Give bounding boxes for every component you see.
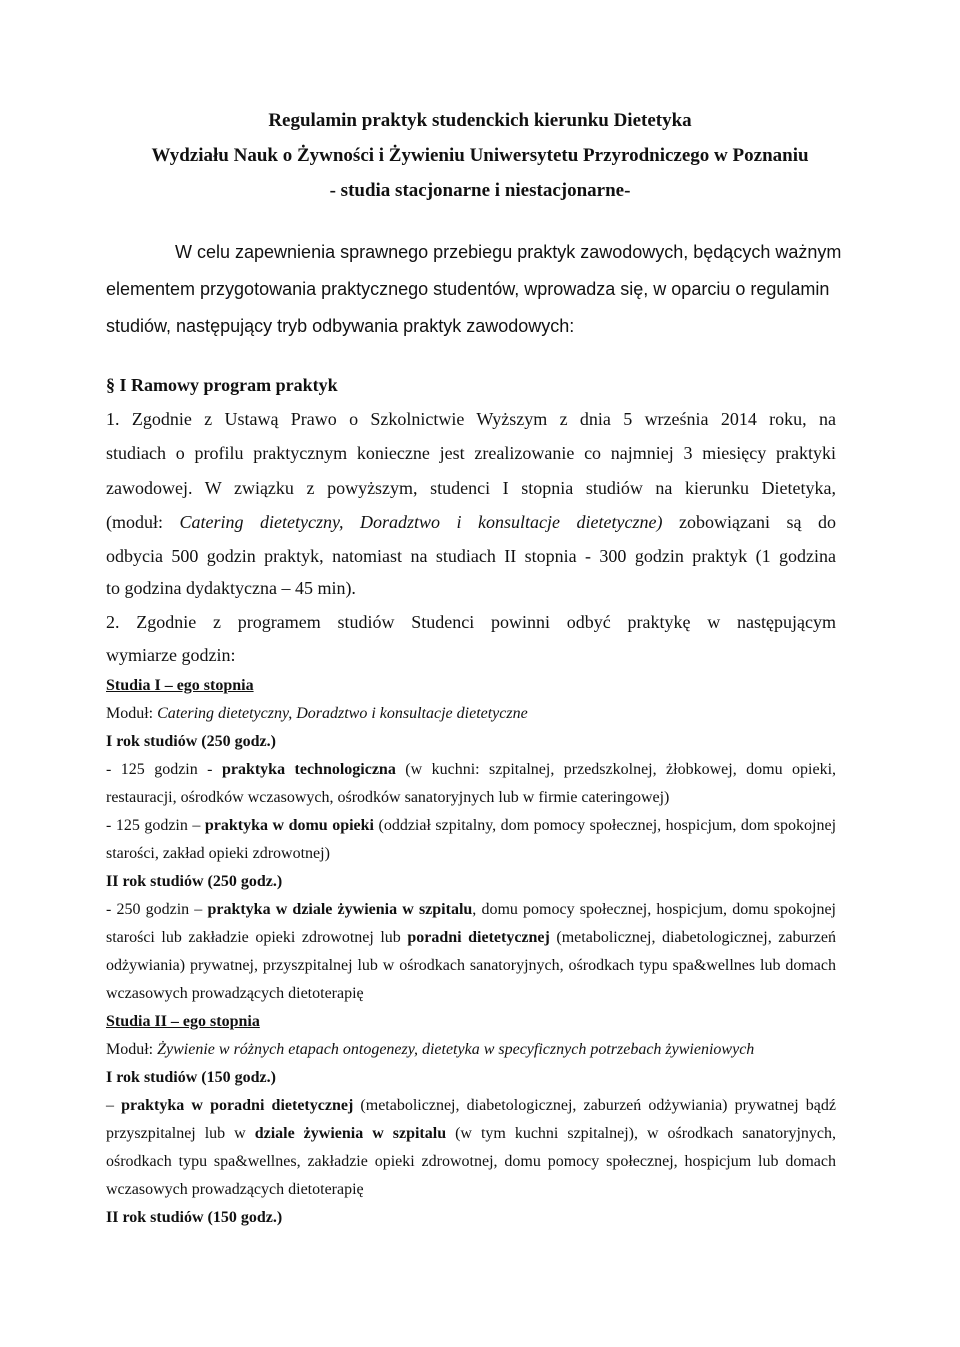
level-2-item-a-line-3: ośrodkach typu spa&wellnes, zakładzie opieki zdrowotnej, domu pomocy społecznej, hospicjum lub domach: [106, 1153, 836, 1170]
level-1-item-c-line-4: wczasowych prowadzących dietoterapię: [106, 985, 364, 1002]
section-heading: § I Ramowy program praktyk: [106, 375, 338, 395]
level-2-item-a-line-1: – praktyka w poradni dietetycznej (metabolicznej, diabetologicznej, zaburzeń odżywiania) prywatnej bądź: [106, 1097, 836, 1114]
module-name-italic: Catering dietetyczny, Doradztwo i konsultacje dietetyczne): [179, 512, 663, 532]
level-1-item-c-line-2: starości lub zakładzie opieki zdrowotnej lub poradni dietetycznej (metabolicznej, diabetologicznej, zaburzeń: [106, 929, 836, 946]
level-2-item-a-line-2: przyszpitalnej lub w dziale żywienia w szpitalu (w tym kuchni szpitalnej), w ośrodkach sanatoryjnych,: [106, 1125, 836, 1142]
level-1-item-a-line-2: restauracji, ośrodków wczasowych, ośrodków sanatoryjnych lub w firmie cateringowej): [106, 789, 670, 806]
document-subtitle-mode: - studia stacjonarne i niestacjonarne-: [329, 180, 631, 201]
level-2-heading: Studia II – ego stopnia: [106, 1013, 260, 1030]
document-subtitle-faculty: Wydziału Nauk o Żywności i Żywieniu Uniwersytetu Przyrodniczego w Poznaniu: [151, 145, 809, 166]
level-1-year-1: I rok studiów (250 godz.): [106, 733, 276, 750]
intro-line-3: studiów, następujący tryb odbywania praktyk zawodowych:: [106, 316, 575, 336]
level-1-module: Moduł: Catering dietetyczny, Doradztwo i konsultacje dietetyczne: [106, 705, 528, 722]
level-1-item-b-line-1: - 125 godzin – praktyka w domu opieki (oddział szpitalny, dom pomocy społecznej, hospicjum, dom spokojnej: [106, 817, 837, 834]
level-2-year-2: II rok studiów (150 godz.): [106, 1209, 283, 1226]
paragraph-2-line-2: wymiarze godzin:: [106, 645, 236, 665]
level-1-item-b-line-2: starości, zakład opieki zdrowotnej): [106, 845, 330, 862]
intro-line-2: elementem przygotowania praktycznego studentów, wprowadza się, w oparciu o regulamin: [106, 279, 830, 299]
level-1-item-c-line-3: odżywiania) prywatnej, przyszpitalnej lub w ośrodkach sanatoryjnych, ośrodkach typu spa&wellnes lub domach: [106, 957, 836, 974]
level-1-year-2: II rok studiów (250 godz.): [106, 873, 283, 890]
level-2-module: Moduł: Żywienie w różnych etapach ontogenezy, dietetyka w specyficznych potrzebach żywieniowych: [106, 1041, 755, 1058]
paragraph-1-line-3: zawodowej. W związku z powyższym, studenci I stopnia studiów na kierunku Dietetyka,: [106, 478, 836, 498]
paragraph-1-line-5: odbycia 500 godzin praktyk, natomiast na studiach II stopnia - 300 godzin praktyk (1 godzina: [106, 546, 836, 566]
level-2-item-a-line-4: wczasowych prowadzących dietoterapię: [106, 1181, 364, 1198]
level-2-year-1: I rok studiów (150 godz.): [106, 1069, 276, 1086]
paragraph-1-line-2: studiach o profilu praktycznym konieczne jest zrealizowanie co najmniej 3 miesięcy praktyki: [106, 443, 836, 463]
paragraph-1-line-4: (moduł: Catering dietetyczny, Doradztwo i konsultacje dietetyczne) zobowiązani są do: [106, 512, 836, 532]
intro-line-1: W celu zapewnienia sprawnego przebiegu praktyk zawodowych, będących ważnym: [175, 242, 842, 262]
level-1-heading: Studia I – ego stopnia: [106, 677, 254, 694]
paragraph-1-line-1: 1. Zgodnie z Ustawą Prawo o Szkolnictwie Wyższym z dnia 5 września 2014 roku, na: [106, 409, 836, 429]
level-1-item-a-line-1: - 125 godzin - praktyka technologiczna (w kuchni: szpitalnej, przedszkolnej, żłobkowej, domu opieki,: [106, 761, 837, 778]
level-1-item-c-line-1: - 250 godzin – praktyka w dziale żywienia w szpitalu, domu pomocy społecznej, hospicjum, domu spokojnej: [106, 901, 837, 918]
paragraph-1-line-6: to godzina dydaktyczna – 45 min).: [106, 578, 356, 598]
document-title: Regulamin praktyk studenckich kierunku Dietetyka: [268, 110, 692, 131]
paragraph-2-line-1: 2. Zgodnie z programem studiów Studenci powinni odbyć praktykę w następującym: [106, 612, 836, 632]
